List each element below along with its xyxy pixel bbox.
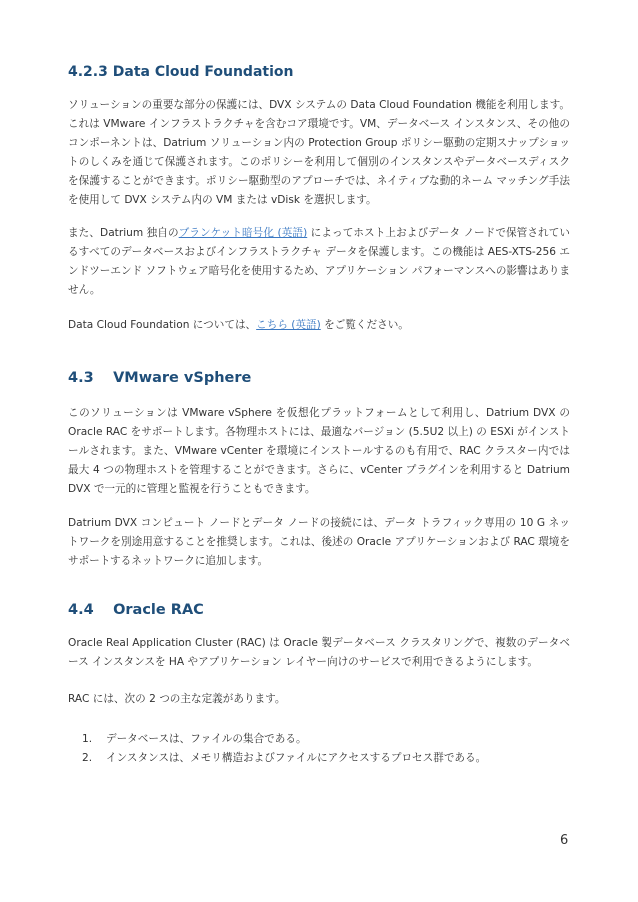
text-segment: をご覧ください。	[320, 319, 409, 331]
section-title: VMware vSphere	[113, 370, 252, 386]
paragraph-rac-definitions-intro: RAC には、次の 2 つの主な定義があります。	[68, 693, 286, 705]
paragraph-encryption	[68, 224, 570, 300]
list-item-number: 2.	[82, 752, 93, 764]
section-heading-4-4	[68, 602, 204, 618]
text-segment: また、Datrium 独自の	[68, 227, 179, 239]
section-heading-4-3	[68, 370, 251, 386]
list-item-text: データベースは、ファイルの集合である。	[106, 733, 307, 745]
more-info-link[interactable]: こちら (英語)	[256, 319, 321, 331]
section-number: 4.2.3	[68, 64, 108, 80]
text-segment: Data Cloud Foundation については、	[68, 319, 257, 331]
text-segment: によってホスト上およびデータ ノードで保管されているすべてのデータベースおよびインフラストラクチャ データを保護します。この機能は AES-XTS-256 エンドツーエンド ソフトウェア暗号化を使用するため、アプリケーション パフォーマンスへの影響はありません。	[68, 227, 570, 296]
section-title: Data Cloud Foundation	[112, 64, 294, 80]
paragraph-dcf-overview: ソリューションの重要な部分の保護には、DVX システムの Data Cloud Foundation 機能を利用します。これは VMware インフラストラクチャを含むコア環境です。VM、データベース インスタンス、その他のコンポーネントは、Datrium ソリューション内の Protection Group ポリシー駆動の定期スナップショットのしくみを通じて保護されます。このポリシーを利用して個別のインスタンスやデータベースディスクを保護することができます。ポリシー駆動型のアプローチでは、ネイティブな動的ネーム マッチング手法を使用して DVX システム内の VM または vDisk を選択します。	[68, 99, 570, 206]
list-item	[68, 749, 570, 768]
paragraph-vsphere-overview: このソリューションは VMware vSphere を仮想化プラットフォームとして利用し、Datrium DVX の Oracle RAC をサポートします。各物理ホストには、最適なバージョン (5.5U2 以上) の ESXi がインストールされます。また、VMware vCenter を環境にインストールするのも有用で、RAC クラスター内では最大 4 つの物理ホストを管理することができます。さらに、vCenter プラグインを利用すると Datrium DVX で一元的に管理と監視を行うこともできます。	[68, 407, 570, 495]
paragraph-dcf-more-info	[68, 316, 570, 335]
list-item-number: 1.	[82, 733, 93, 745]
section-heading-4-2-3	[68, 64, 293, 80]
paragraph-vsphere-network: Datrium DVX コンピュート ノードとデータ ノードの接続には、データ トラフィック専用の 10 G ネットワークを別途用意することを推奨します。これは、後述の Oracle アプリケーションおよび RAC 環境をサポートするネットワークに追加します。	[68, 517, 570, 567]
section-number: 4.3	[68, 370, 94, 386]
list-item	[68, 730, 570, 749]
list-item-text: インスタンスは、メモリ構造およびファイルにアクセスするプロセス群である。	[106, 752, 487, 764]
section-title: Oracle RAC	[113, 602, 204, 618]
blanket-encryption-link[interactable]: ブランケット暗号化 (英語)	[178, 227, 308, 239]
page-number: 6	[560, 833, 569, 848]
rac-definitions-list	[68, 730, 570, 768]
paragraph-rac-overview: Oracle Real Application Cluster (RAC) は Oracle 製データベース クラスタリングで、複数のデータベース インスタンスを HA やアプリケーション レイヤー向けのサービスで利用できるようにします。	[68, 637, 570, 668]
section-number: 4.4	[68, 602, 94, 618]
